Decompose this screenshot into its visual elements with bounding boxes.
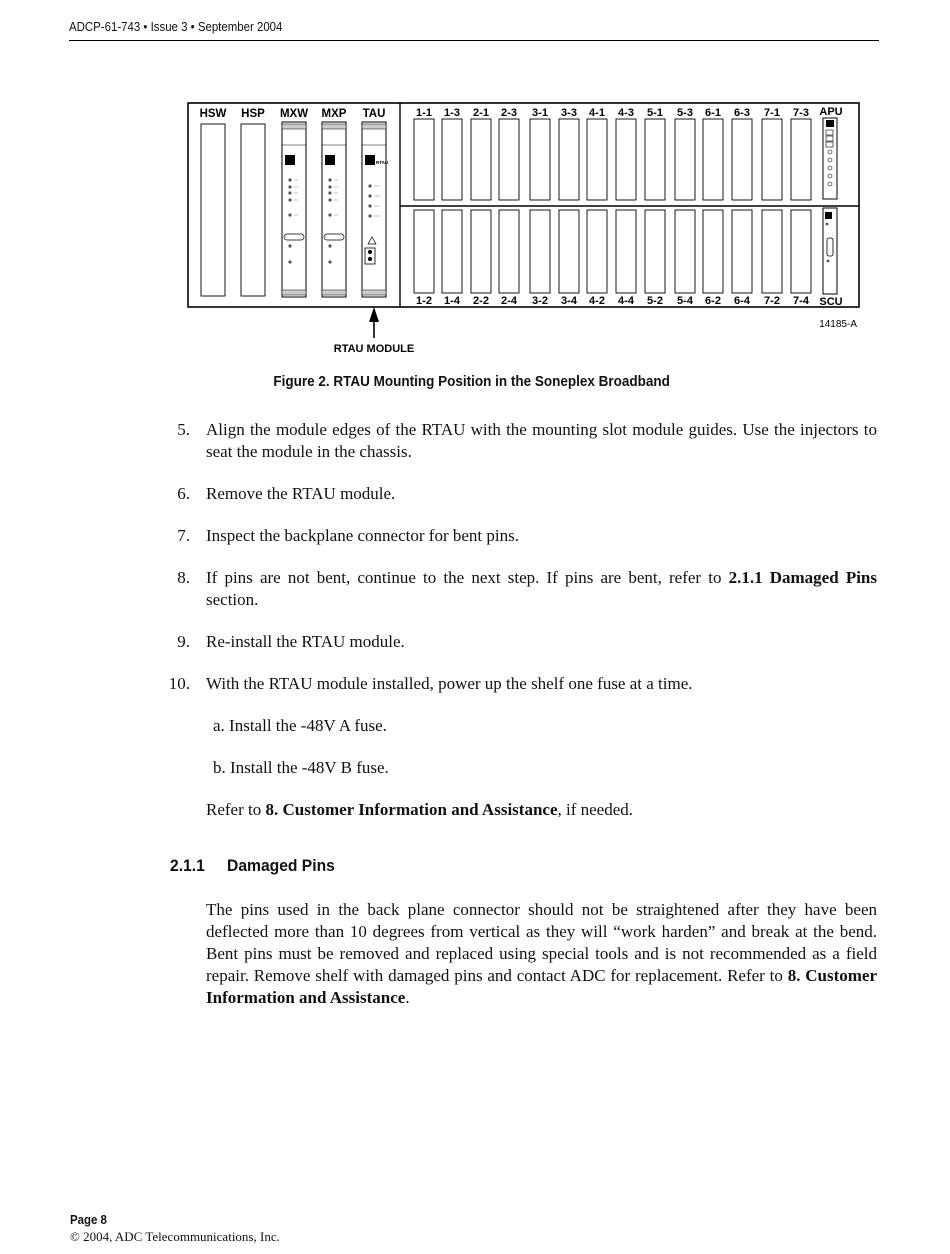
cross-reference-link[interactable]: 8. Customer Information and Assistance xyxy=(265,800,558,819)
fuse-icon xyxy=(826,136,833,141)
fuse-icon xyxy=(826,142,833,147)
step-number: 5. xyxy=(177,420,190,439)
blank-card xyxy=(241,124,265,296)
card-slot-bottom xyxy=(762,210,782,293)
module-latch-bottom xyxy=(322,290,346,295)
section-body-text: The pins used in the back plane connector should not be straightened after they have been deflected more than 10 degrees from vertical as they will “work harden” and break at the bend. Bent pins must be removed and replaced using special tools and is not recommended as a field repair. Remove shelf with damaged pins and contact ADC for replacement. Refer to xyxy=(206,900,877,985)
section-title: Damaged Pins xyxy=(227,856,335,875)
led-indicator xyxy=(368,194,371,197)
step-number: 9. xyxy=(177,632,190,651)
module-latch-top xyxy=(282,124,306,129)
section-body xyxy=(206,899,877,1009)
slot-label-top: 2-1 xyxy=(473,107,489,119)
led-indicator xyxy=(368,204,371,207)
card-slot-bottom xyxy=(499,210,519,293)
slot-label-bottom: 4-4 xyxy=(618,295,634,307)
slot-label-bottom: 7-4 xyxy=(793,295,809,307)
slot-label-top: 4-1 xyxy=(589,107,605,119)
step-text: Remove the RTAU module. xyxy=(206,484,396,503)
slot-label-top: 1-1 xyxy=(416,107,432,119)
card-slot-bottom xyxy=(616,210,636,293)
substep-b: b. Install the -48V B fuse. xyxy=(213,758,389,777)
cross-reference-link[interactable]: 8. Customer Information and Assistance xyxy=(206,966,877,1007)
card-slot-top xyxy=(442,119,462,200)
led-indicator xyxy=(826,223,829,226)
refer-line xyxy=(206,799,877,821)
slot-label-bottom: 7-2 xyxy=(764,295,780,307)
card-slot-bottom xyxy=(530,210,550,293)
card-slot-bottom xyxy=(791,210,811,293)
card-slot-top xyxy=(732,119,752,200)
card-slot-top xyxy=(414,119,434,200)
led-indicator xyxy=(288,260,291,263)
rtau-module-text: RTAU xyxy=(376,160,389,165)
led-indicator xyxy=(288,244,291,247)
slot-label-bottom: 6-2 xyxy=(705,295,721,307)
section-body-end: . xyxy=(405,988,410,1007)
card-slot-bottom xyxy=(703,210,723,293)
card-slot-top xyxy=(616,119,636,200)
slot-label-mxp: MXP xyxy=(321,108,347,120)
header-rule xyxy=(69,40,879,41)
card-slot-bottom xyxy=(471,210,491,293)
slot-label-bottom: 5-4 xyxy=(677,295,693,307)
led-indicator xyxy=(328,244,331,247)
card-slot-top xyxy=(675,119,695,200)
led-indicator xyxy=(328,185,331,188)
slot-label-bottom: 2-4 xyxy=(501,295,517,307)
slot-label-top: 5-3 xyxy=(677,107,693,119)
led-indicator xyxy=(368,214,371,217)
card-slot-top xyxy=(645,119,665,200)
module-badge xyxy=(325,155,335,165)
slot-label-bottom: 3-2 xyxy=(532,295,548,307)
led-indicator xyxy=(328,178,331,181)
apu-indicator xyxy=(828,150,832,154)
step-text-post: section. xyxy=(206,590,259,609)
slot-label-top: 2-3 xyxy=(501,107,517,119)
apu-indicator xyxy=(828,158,832,162)
apu-label: APU xyxy=(819,106,843,118)
substep-a: a. Install the -48V A fuse. xyxy=(213,716,387,735)
step-text: Inspect the backplane connector for bent pins. xyxy=(206,526,519,545)
slot-label-top: 6-3 xyxy=(734,107,750,119)
slot-label-tau: TAU xyxy=(362,108,386,120)
module-latch-bottom xyxy=(362,290,386,295)
card-slot-bottom xyxy=(675,210,695,293)
module-badge xyxy=(285,155,295,165)
step-text: Align the module edges of the RTAU with the mounting slot module guides. Use the injectors to seat the module in the chassis. xyxy=(206,420,877,461)
led-indicator xyxy=(288,178,291,181)
step-text xyxy=(206,567,877,611)
step-text: With the RTAU module installed, power up the shelf one fuse at a time. xyxy=(206,674,693,693)
card-slot-bottom xyxy=(732,210,752,293)
led-indicator xyxy=(288,185,291,188)
slot-label-hsp: HSP xyxy=(241,108,265,120)
copyright: © 2004, ADC Telecommunications, Inc. xyxy=(70,1229,280,1244)
slot-label-bottom: 5-2 xyxy=(647,295,663,307)
card-slot-top xyxy=(530,119,550,200)
slot-label-bottom: 3-4 xyxy=(561,295,577,307)
slot-label-hsw: HSW xyxy=(199,108,227,120)
card-slot-bottom xyxy=(645,210,665,293)
cross-reference-link[interactable]: 2.1.1 Damaged Pins xyxy=(728,568,877,587)
plug-in-module xyxy=(362,122,389,297)
jack-icon xyxy=(368,257,372,261)
step-number: 10. xyxy=(168,674,190,693)
card-slot-top xyxy=(587,119,607,200)
led-indicator xyxy=(328,198,331,201)
card-slot-top xyxy=(499,119,519,200)
led-indicator xyxy=(827,260,830,263)
slot-label-bottom: 6-4 xyxy=(734,295,750,307)
card-slot-bottom xyxy=(414,210,434,293)
chassis-figure xyxy=(186,100,866,370)
refer-post: , if needed. xyxy=(557,800,634,819)
switch-icon xyxy=(324,234,344,240)
scu-badge xyxy=(825,212,832,219)
slot-label-top: 1-3 xyxy=(444,107,460,119)
slot-label-bottom: 4-2 xyxy=(589,295,605,307)
led-indicator xyxy=(328,260,331,263)
slot-label-top: 5-1 xyxy=(647,107,663,119)
plug-in-module xyxy=(282,122,306,297)
step-number: 8. xyxy=(177,568,190,587)
led-indicator xyxy=(288,213,291,216)
chassis-diagram xyxy=(186,100,866,365)
plug-in-module xyxy=(322,122,346,297)
slot-label-bottom: 1-4 xyxy=(444,295,460,307)
slot-label-top: 7-3 xyxy=(793,107,809,119)
figure-caption: Figure 2. RTAU Mounting Position in the Soneplex Broadband xyxy=(273,373,670,390)
slot-label-top: 4-3 xyxy=(618,107,634,119)
card-slot-top xyxy=(559,119,579,200)
step-text: Re-install the RTAU module. xyxy=(206,632,405,651)
led-indicator xyxy=(288,191,291,194)
section-number: 2.1.1 xyxy=(170,856,205,875)
led-indicator xyxy=(288,198,291,201)
apu-badge xyxy=(826,120,834,127)
slot-label-bottom: 1-2 xyxy=(416,295,432,307)
slot-label-mxw: MXW xyxy=(279,108,309,120)
card-slot-bottom xyxy=(587,210,607,293)
card-slot-top xyxy=(762,119,782,200)
slot-label-top: 7-1 xyxy=(764,107,780,119)
blank-card xyxy=(201,124,225,296)
card-slot-top xyxy=(471,119,491,200)
serial-port-icon xyxy=(827,238,833,256)
module-latch-bottom xyxy=(282,290,306,295)
module-latch-top xyxy=(362,124,386,129)
led-indicator xyxy=(328,191,331,194)
refer-pre: Refer to xyxy=(206,800,266,819)
switch-icon xyxy=(284,234,304,240)
apu-indicator xyxy=(828,174,832,178)
slot-label-bottom: 2-2 xyxy=(473,295,489,307)
card-slot-top xyxy=(703,119,723,200)
jack-icon xyxy=(368,250,372,254)
figure-id: 14185-A xyxy=(819,319,857,330)
slot-label-top: 3-1 xyxy=(532,107,548,119)
running-header: ADCP-61-743 • Issue 3 • September 2004 xyxy=(69,19,283,34)
fuse-icon xyxy=(826,130,833,135)
card-slot-bottom xyxy=(442,210,462,293)
apu-indicator xyxy=(828,182,832,186)
module-badge xyxy=(365,155,375,165)
apu-indicator xyxy=(828,166,832,170)
led-indicator xyxy=(368,184,371,187)
card-slot-bottom xyxy=(559,210,579,293)
step-number: 6. xyxy=(177,484,190,503)
callout-arrow-head xyxy=(369,307,379,322)
callout-label: RTAU MODULE xyxy=(333,343,415,355)
step-number: 7. xyxy=(177,526,190,545)
module-latch-top xyxy=(322,124,346,129)
led-indicator xyxy=(328,213,331,216)
page-number: Page 8 xyxy=(70,1212,107,1227)
scu-label: SCU xyxy=(819,296,843,308)
slot-label-top: 6-1 xyxy=(705,107,721,119)
step-text-pre: If pins are not bent, continue to the next step. If pins are bent, refer to xyxy=(206,568,729,587)
section-heading xyxy=(170,856,335,876)
slot-label-top: 3-3 xyxy=(561,107,577,119)
card-slot-top xyxy=(791,119,811,200)
